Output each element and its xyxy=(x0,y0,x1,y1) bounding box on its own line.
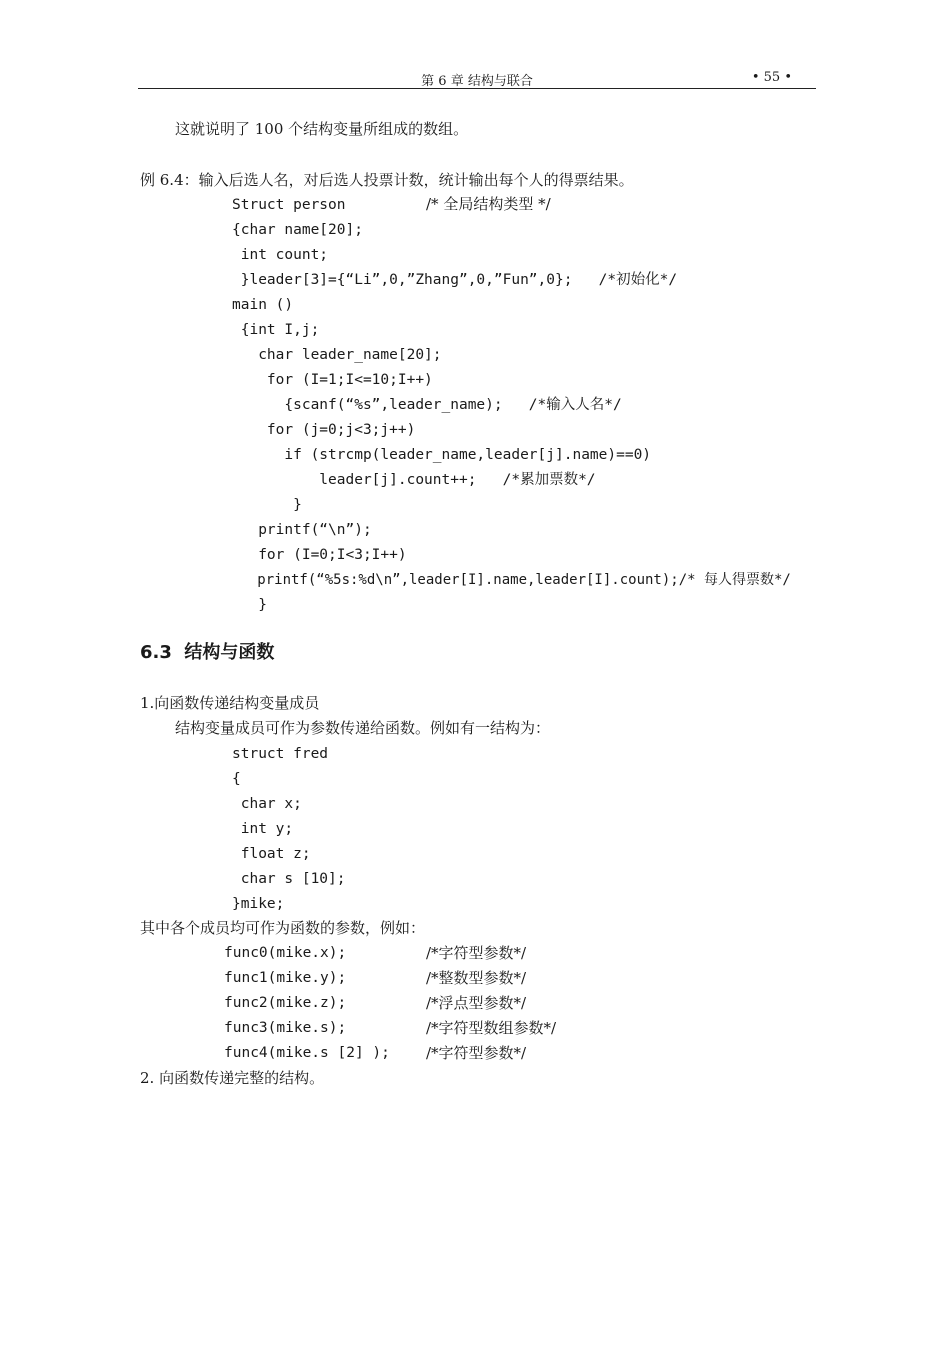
code-line: Struct person xyxy=(232,197,346,213)
intro-paragraph: 这就说明了 100 个结构变量所组成的数组。 xyxy=(175,120,469,138)
code-line: leader[j].count++; /*累加票数*/ xyxy=(232,472,596,488)
func-call: func4(mike.s [2] ); xyxy=(224,1045,390,1061)
chapter-title: 第 6 章 结构与联合 xyxy=(421,74,533,89)
code-line: {int I,j; xyxy=(232,322,320,338)
members-paragraph: 其中各个成员均可作为函数的参数，例如： xyxy=(140,919,426,937)
code-line: for (I=1;I<=10;I++) xyxy=(232,372,433,388)
subsection-title: 1.向函数传递结构变量成员 xyxy=(140,694,320,712)
struct-code-line: }mike; xyxy=(232,896,285,912)
code-line: int count; xyxy=(232,247,329,263)
func-call: func3(mike.s); xyxy=(224,1020,347,1036)
code-line: if (strcmp(leader_name,leader[j].name)==0) xyxy=(232,447,652,463)
func-call: func2(mike.z); xyxy=(224,995,347,1011)
code-line: }leader[3]={“Li”,0,”Zhang”,0,”Fun”,0}; /*初始化*/ xyxy=(232,272,678,288)
example-title: 例 6.4：输入后选人名，对后选人投票计数，统计输出每个人的得票结果。 xyxy=(140,171,634,189)
code-line: char leader_name[20]; xyxy=(232,347,442,363)
code-line: for (I=0;I<3;I++) xyxy=(232,547,407,563)
subsection-title: 2. 向函数传递完整的结构。 xyxy=(140,1069,325,1087)
code-line: for (j=0;j<3;j++) xyxy=(232,422,416,438)
struct-code-line: float z; xyxy=(232,846,311,862)
struct-code-line: char s [10]; xyxy=(232,871,346,887)
func-call-comment: /*字符型数组参数*/ xyxy=(426,1019,557,1037)
struct-code-line: int y; xyxy=(232,821,294,837)
func-call: func1(mike.y); xyxy=(224,970,347,986)
subsection-paragraph: 结构变量成员可作为参数传递给函数。例如有一结构为： xyxy=(175,719,551,737)
func-call: func0(mike.x); xyxy=(224,945,347,961)
code-line: } xyxy=(232,597,267,613)
func-call-comment: /*浮点型参数*/ xyxy=(426,994,527,1012)
struct-code-line: struct fred xyxy=(232,746,329,762)
func-call-comment: /*字符型参数*/ xyxy=(426,1044,527,1062)
code-line: printf(“\n”); xyxy=(232,522,372,538)
page-number: • 55 • xyxy=(751,70,792,85)
code-line: main () xyxy=(232,297,294,313)
code-line: printf(“%5s:%d\n”,leader[I].name,leader[I].count);/* 每人得票数*/ xyxy=(232,572,791,588)
struct-code-line: { xyxy=(232,771,241,787)
struct-code-line: char x; xyxy=(232,796,302,812)
func-call-comment: /*字符型参数*/ xyxy=(426,944,527,962)
func-call-comment: /*整数型参数*/ xyxy=(426,969,527,987)
section-heading: 6.3 结构与函数 xyxy=(140,642,275,663)
page-header xyxy=(138,68,816,89)
code-line: {scanf(“%s”,leader_name); /*输入人名*/ xyxy=(232,397,622,413)
code-line: } xyxy=(232,497,302,513)
code-line: {char name[20]; xyxy=(232,222,363,238)
code-comment: /* 全局结构类型 */ xyxy=(426,195,551,213)
